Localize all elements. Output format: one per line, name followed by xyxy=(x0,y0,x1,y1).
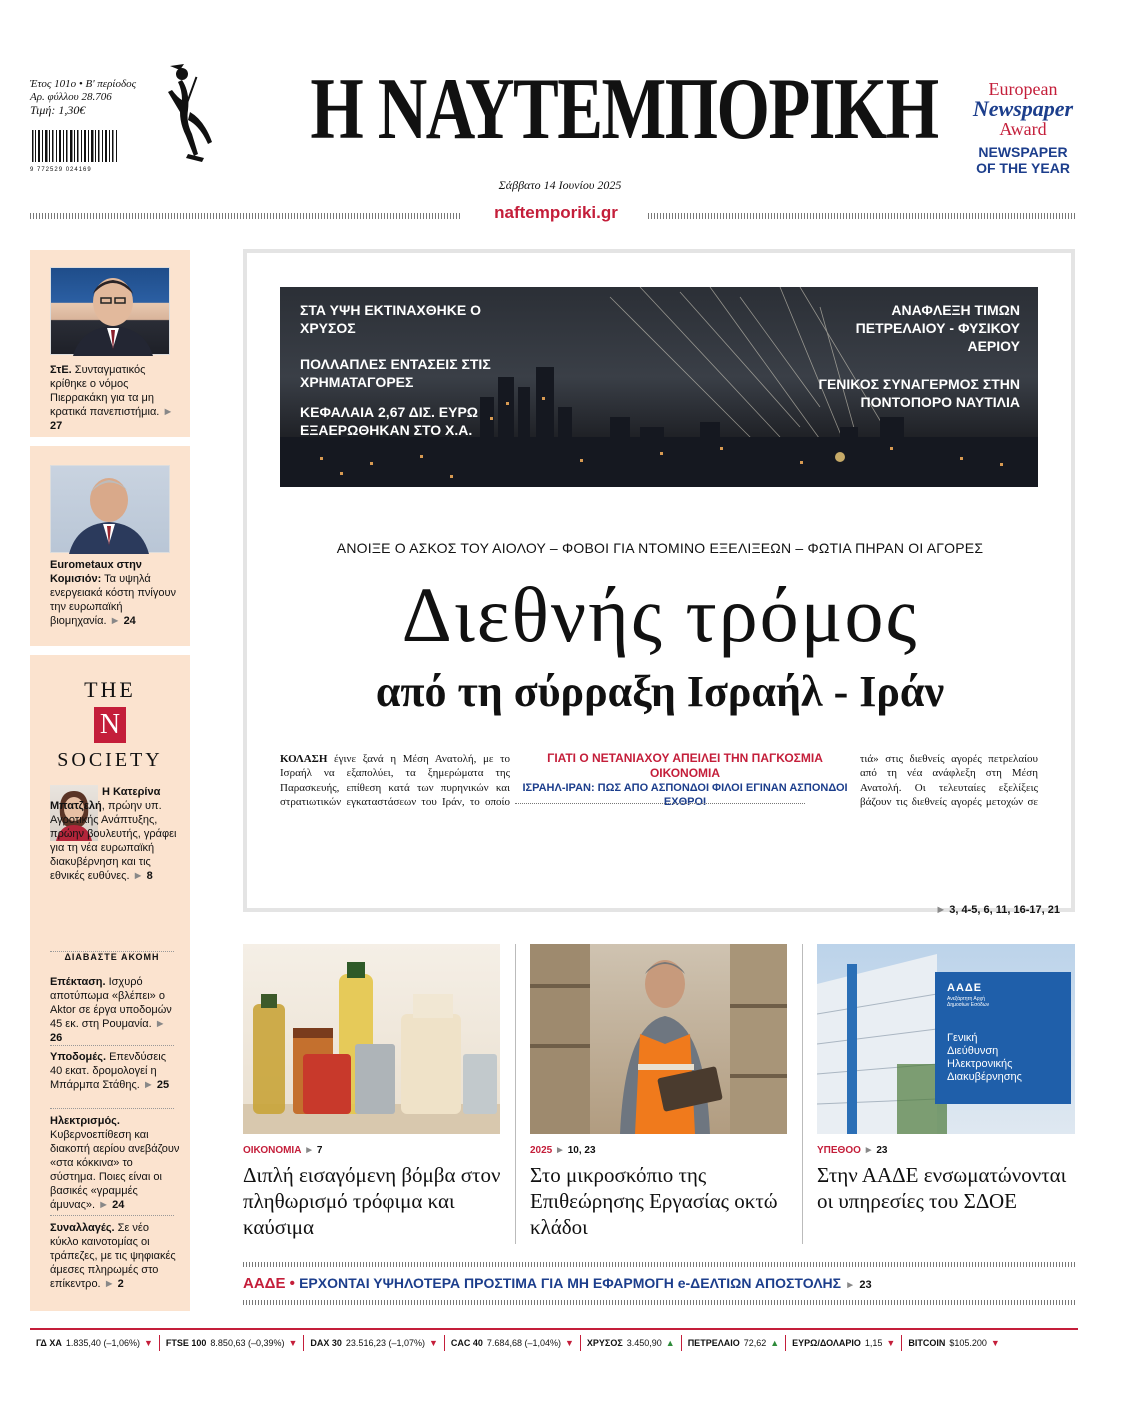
sidebar-item-bold: Συναλλαγές. xyxy=(50,1222,115,1234)
award-line: OF THE YEAR xyxy=(976,160,1070,176)
ticker-name: ΕΥΡΩ/ΔΟΛΑΡΙΟ xyxy=(792,1338,861,1348)
pullquote-title: ΓΙΑΤΙ Ο ΝΕΤΑΝΙΑΧΟΥ ΑΠΕΙΛΕΙ ΤΗΝ ΠΑΓΚΟΣΜΙΑ ΟΙΚΟΝΟΜΙΑ xyxy=(547,751,823,780)
hermes-logo xyxy=(160,62,220,172)
ticker-item xyxy=(786,1335,902,1351)
award-line xyxy=(928,144,1118,176)
page-ref: ► 26 xyxy=(50,1018,166,1044)
triangle-up-icon: ▲ xyxy=(770,1338,780,1348)
ticker-item xyxy=(160,1335,305,1351)
hero-bullet: ΠΟΛΛΑΠΛΕΣ ΕΝΤΑΣΕΙΣ ΣΤΙΣ ΧΡΗΜΑΤΑΓΟΡΕΣ xyxy=(300,356,491,390)
award-badge xyxy=(928,80,1118,176)
lead-page-refs[interactable] xyxy=(900,904,1060,916)
lead-body-bottom-left xyxy=(280,812,660,888)
sidebar-item-text xyxy=(50,363,180,433)
issue-price: Τιμή: 1,30€ xyxy=(30,103,86,117)
ticker-name: ΧΡΥΣΟΣ xyxy=(586,1338,623,1348)
issue-info xyxy=(30,78,150,117)
page-number: 25 xyxy=(156,1079,170,1091)
aade-banner[interactable] xyxy=(243,1275,1073,1292)
hatch-divider xyxy=(243,1262,1076,1267)
issue-date: Σάββατο 14 Ιουνίου 2025 xyxy=(498,178,622,192)
aade-building-photo xyxy=(817,944,1075,1134)
hatch-divider xyxy=(648,213,1076,219)
barcode-number: 9 772529 024169 xyxy=(30,167,92,173)
sidebar-item-bold: Υποδομές. xyxy=(50,1051,107,1063)
banner-page: 23 xyxy=(859,1279,872,1291)
aade-sign-logo: ΑΑΔΕ xyxy=(947,982,983,994)
ticker-name: CAC 40 xyxy=(450,1338,483,1348)
divider xyxy=(50,1108,174,1109)
story-kicker xyxy=(817,1145,888,1156)
ticker-value: 1,15 xyxy=(864,1338,883,1348)
page-ref: ► 27 xyxy=(50,406,174,432)
sidebar-item-bold: Επέκταση. xyxy=(50,976,106,988)
ticker-value: $105.200 xyxy=(949,1338,987,1348)
triangle-down-icon: ▼ xyxy=(990,1338,1000,1348)
sidebar-item-text xyxy=(50,558,180,628)
story-page: 23 xyxy=(876,1145,888,1156)
newspaper-title: Η ΝΑΥΤΕΜΠΟΡΙΚΗ xyxy=(310,61,938,158)
food-jars-photo xyxy=(243,944,500,1134)
hero-bullet: ΑΝΑΦΛΕΞΗ ΤΙΜΩΝ ΠΕΤΡΕΛΑΙΟΥ - ΦΥΣΙΚΟΥ ΑΕΡΙΟΥ xyxy=(855,302,1020,354)
page-ref: ► 24 xyxy=(109,615,136,627)
award-line: Newspaper xyxy=(972,96,1074,121)
sidebar-more-item[interactable] xyxy=(50,1221,180,1291)
ticker-item xyxy=(445,1335,581,1351)
barcode-icon xyxy=(30,130,120,162)
award-line: European xyxy=(988,79,1058,99)
ticker-item xyxy=(902,1335,1005,1351)
aade-sign-line: Διακυβέρνησης xyxy=(947,1071,1022,1083)
sidebar-more-item[interactable] xyxy=(50,975,180,1045)
divider xyxy=(50,1045,174,1046)
lead-body-top-right xyxy=(860,752,1038,810)
pullquote-subtitle: ΙΣΡΑΗΛ-ΙΡΑΝ: ΠΩΣ ΑΠΟ ΑΣΠΟΝΔΟΙ ΦΙΛΟΙ ΕΓΙΝΑΝ ΑΣΠΟΝΔΟΙ ΕΧΘΡΟΙ xyxy=(522,782,848,808)
aade-sign-line: Διεύθυνση xyxy=(947,1045,999,1057)
warehouse-worker-photo xyxy=(530,944,787,1134)
story-headline[interactable]: Διπλή εισαγόμενη βόμβα στον πληθωρισμό τρόφιμα και καύσιμα xyxy=(243,1163,501,1239)
society-body: , πρώην υπ. Αγροτικής Ανάπτυξης, πρώην βουλευτής, γράφει για τη νέα ευρωπαϊκή διακυβέρνηση και τις εθνικές ευθύνες. xyxy=(50,800,177,882)
sidebar-item-ste[interactable] xyxy=(30,250,190,437)
award-line: NEWSPAPER xyxy=(978,144,1068,160)
story-kicker xyxy=(530,1145,596,1156)
page-ref-list: 3, 4-5, 6, 11, 16-17, 21 xyxy=(949,904,1060,916)
hatch-divider xyxy=(30,213,460,219)
portrait-icon xyxy=(51,466,171,554)
banner-tag: ΑΑΔΕ xyxy=(243,1275,286,1292)
arrow-icon: ► xyxy=(863,1145,874,1156)
sidebar-more-item[interactable] xyxy=(50,1114,180,1212)
column-divider xyxy=(515,944,516,1244)
page-number: 8 xyxy=(146,870,153,882)
eurometaux-photo xyxy=(50,465,170,553)
column-divider xyxy=(802,944,803,1244)
triangle-down-icon: ▼ xyxy=(288,1338,298,1348)
story-section: ΥΠΕΘΟΟ xyxy=(817,1145,861,1156)
triangle-down-icon: ▼ xyxy=(564,1338,574,1348)
pullquote-rule xyxy=(515,803,805,804)
society-text xyxy=(50,785,180,883)
ticker-value: 3.450,90 xyxy=(626,1338,662,1348)
sidebar-item-eurometaux[interactable] xyxy=(30,446,190,646)
sidebar-more-item[interactable] xyxy=(50,1050,180,1092)
triangle-down-icon: ▼ xyxy=(886,1338,896,1348)
story-kicker xyxy=(243,1145,322,1156)
issue-number: Αρ. φύλλου 28.706 xyxy=(30,91,112,103)
society-word: SOCIETY xyxy=(57,749,163,771)
ticker-value: 7.684,68 (–1,04%) xyxy=(486,1338,561,1348)
lead-kicker: ΑΝΟΙΞΕ Ο ΑΣΚΟΣ ΤΟΥ ΑΙΟΛΟΥ – ΦΟΒΟΙ ΓΙΑ ΝΤΟΜΙΝΟ ΕΞΕΛΙΞΕΩΝ – ΦΩΤΙΑ ΠΗΡΑΝ ΟΙ ΑΓΟΡΕΣ xyxy=(336,540,984,556)
page-number: 24 xyxy=(112,1199,125,1211)
hatch-divider xyxy=(243,1300,1076,1305)
ticker-item xyxy=(30,1335,160,1351)
page-number: 27 xyxy=(50,420,63,432)
arrow-icon: ► xyxy=(935,904,950,916)
issue-year: Έτος 101ο • Β' περίοδος xyxy=(30,78,137,90)
lead-body-bottom-right xyxy=(670,812,1038,888)
ticker-name: DAX 30 xyxy=(310,1338,342,1348)
ticker-name: ΠΕΤΡΕΛΑΙΟ xyxy=(687,1338,740,1348)
society-n-logo: N xyxy=(94,707,126,743)
portrait-icon xyxy=(51,268,171,356)
ticker-value: 1.835,40 (–1,06%) xyxy=(65,1338,140,1348)
body-lead-word: ΚΟΛΑΣΗ xyxy=(280,753,328,765)
arrow-icon: ► xyxy=(304,1145,315,1156)
ticker-name: FTSE 100 xyxy=(165,1338,207,1348)
more-label: ΔΙΑΒΑΣΤΕ ΑΚΟΜΗ xyxy=(64,952,160,962)
page-ref: ► 2 xyxy=(103,1278,124,1290)
ticker-value: 8.850,63 (–0,39%) xyxy=(210,1338,285,1348)
story-page: 10, 23 xyxy=(567,1145,596,1156)
sidebar-item-bold: Ηλεκτρισμός. xyxy=(50,1115,120,1127)
aade-sign-line: Γενική xyxy=(947,1032,978,1044)
lead-pullquote xyxy=(515,751,855,809)
pierrakakis-photo xyxy=(50,267,170,355)
lead-body-text: τιά» στις διεθνείς αγορές πετρελαίου από τη νέα ανάφλεξη στη Μέση Ανατολή. Οι τελευταίες εξελίξεις βάζουν τις διεθνείς αγορές μετοχών σε xyxy=(860,753,1038,808)
sidebar-item-body: Τα υψηλά ενεργειακά κόστη πνίγουν την ευρωπαϊκή βιομηχανία. xyxy=(50,573,177,627)
page-ref: ► 8 xyxy=(132,870,153,882)
worker-icon xyxy=(530,944,787,1134)
hero-bullet: ΣΤΑ ΥΨΗ ΕΚΤΙΝΑΧΘΗΚΕ Ο ΧΡΥΣΟΣ xyxy=(300,302,482,336)
page-ref: ► 24 xyxy=(98,1199,125,1211)
ticker-item xyxy=(581,1335,682,1351)
lead-body-top-left xyxy=(280,752,510,810)
lead-body-text: έγινε ξανά η Μέση Ανατολή, με το Ισραήλ να εξαπολύει, τα ξημερώματα της Παρασκευής, επίθεση κατά των πυρηνικών και στρατιωτικών εγκαταστάσεων του Ιράν, το οποίο xyxy=(280,753,510,808)
sidebar-item-bold: ΣτΕ. xyxy=(50,364,72,376)
hermes-figure-icon xyxy=(160,62,220,172)
market-ticker xyxy=(30,1328,1078,1356)
page-number: 26 xyxy=(50,1032,63,1044)
triangle-down-icon: ▼ xyxy=(143,1338,153,1348)
tel-aviv-night-photo xyxy=(280,287,1038,487)
hero-bullet: ΓΕΝΙΚΟΣ ΣΥΝΑΓΕΡΜΟΣ ΣΤΗΝ ΠΟΝΤΟΠΟΡΟ ΝΑΥΤΙΛΙΑ xyxy=(818,376,1020,410)
arrow-icon: ► xyxy=(555,1145,565,1156)
banner-text: ΕΡΧΟΝΤΑΙ ΥΨΗΛΟΤΕΡΑ ΠΡΟΣΤΙΜΑ ΓΙΑ ΜΗ ΕΦΑΡΜΟΓΗ e-ΔΕΛΤΙΩΝ ΑΠΟΣΤΟΛΗΣ xyxy=(299,1275,842,1291)
story-headline[interactable]: Στην ΑΑΔΕ ενσωματώνονται οι υπηρεσίες του ΣΔΟΕ xyxy=(817,1163,1067,1213)
lead-headline[interactable]: Διεθνής τρόμος xyxy=(401,571,919,658)
triangle-down-icon: ▼ xyxy=(428,1338,438,1348)
page-number: 2 xyxy=(117,1278,124,1290)
divider xyxy=(50,1215,174,1216)
groceries-icon xyxy=(243,944,500,1134)
aade-sign-small: Ανεξάρτητη Αρχή Δημοσίων Εσόδων xyxy=(947,996,990,1008)
hero-bullet: ΚΕΦΑΛΑΙΑ 2,67 ΔΙΣ. ΕΥΡΩ ΕΞΑΕΡΩΘΗΚΑΝ ΣΤΟ Χ.Α. xyxy=(300,404,479,438)
ticker-name: ΓΔ ΧΑ xyxy=(36,1338,62,1348)
ticker-value: 23.516,23 (–1,07%) xyxy=(345,1338,425,1348)
arrow-icon: ► xyxy=(845,1280,856,1291)
triangle-up-icon: ▲ xyxy=(665,1338,675,1348)
society-the: THE xyxy=(84,677,136,702)
story-page: 7 xyxy=(316,1145,323,1156)
society-author: Η Κατερίνα Μπατζελή xyxy=(50,786,161,812)
ticker-name: BITCOIN xyxy=(908,1338,946,1348)
story-headline[interactable]: Στο μικροσκόπιο της Επιθεώρησης Εργασίας οκτώ κλάδοι xyxy=(530,1163,778,1239)
ticker-item xyxy=(682,1335,786,1351)
sidebar-item-body: Συνταγματικός κρίθηκε ο νόμος Πιερρακάκη για τα μη κρατικά πανεπιστήμια. xyxy=(50,364,160,418)
barcode xyxy=(30,130,120,172)
story-section: ΟΙΚΟΝΟΜΙΑ xyxy=(243,1145,302,1156)
sidebar-item-body: Επενδύσεις 40 εκατ. δρομολογεί η Μπάρμπα Στάθης. xyxy=(50,1051,166,1091)
sidebar-item-body: Σε νέο κύκλο καινοτομίας οι τράπεζες, με τις ψηφιακές άμεσες πληρωμές στο επίκεντρο. xyxy=(50,1222,176,1290)
ticker-value: 72,62 xyxy=(743,1338,767,1348)
page-ref: ► 25 xyxy=(142,1079,170,1091)
aade-sign xyxy=(935,972,1071,1104)
ticker-item xyxy=(304,1335,445,1351)
story-section: 2025 xyxy=(530,1145,553,1156)
sidebar-item-body: Ισχυρό αποτύπωμα «βλέπει» ο Aktor σε έργα υποδομών 45 εκ. στη Ρουμανία. xyxy=(50,976,172,1030)
banner-bullet: • xyxy=(289,1275,295,1292)
lead-subheadline: από τη σύρραξη Ισραήλ - Ιράν xyxy=(375,667,945,716)
sidebar-item-body: Κυβερνοεπίθεση και διακοπή αερίου ανεβάζουν «στα κόκκινα» το σύστημα. Ποιες είναι οι βασικές «γραμμές άμυνας». xyxy=(50,1129,180,1211)
award-line: Award xyxy=(999,119,1047,139)
sidebar-society-column xyxy=(30,655,190,1311)
site-url[interactable]: naftemporiki.gr xyxy=(494,203,618,222)
sidebar-item-bold: Eurometaux στην Κομισιόν: xyxy=(50,559,142,585)
page-number: 24 xyxy=(123,615,136,627)
aade-sign-line: Ηλεκτρονικής xyxy=(947,1058,1013,1070)
aade-sign-text xyxy=(947,1032,1065,1084)
